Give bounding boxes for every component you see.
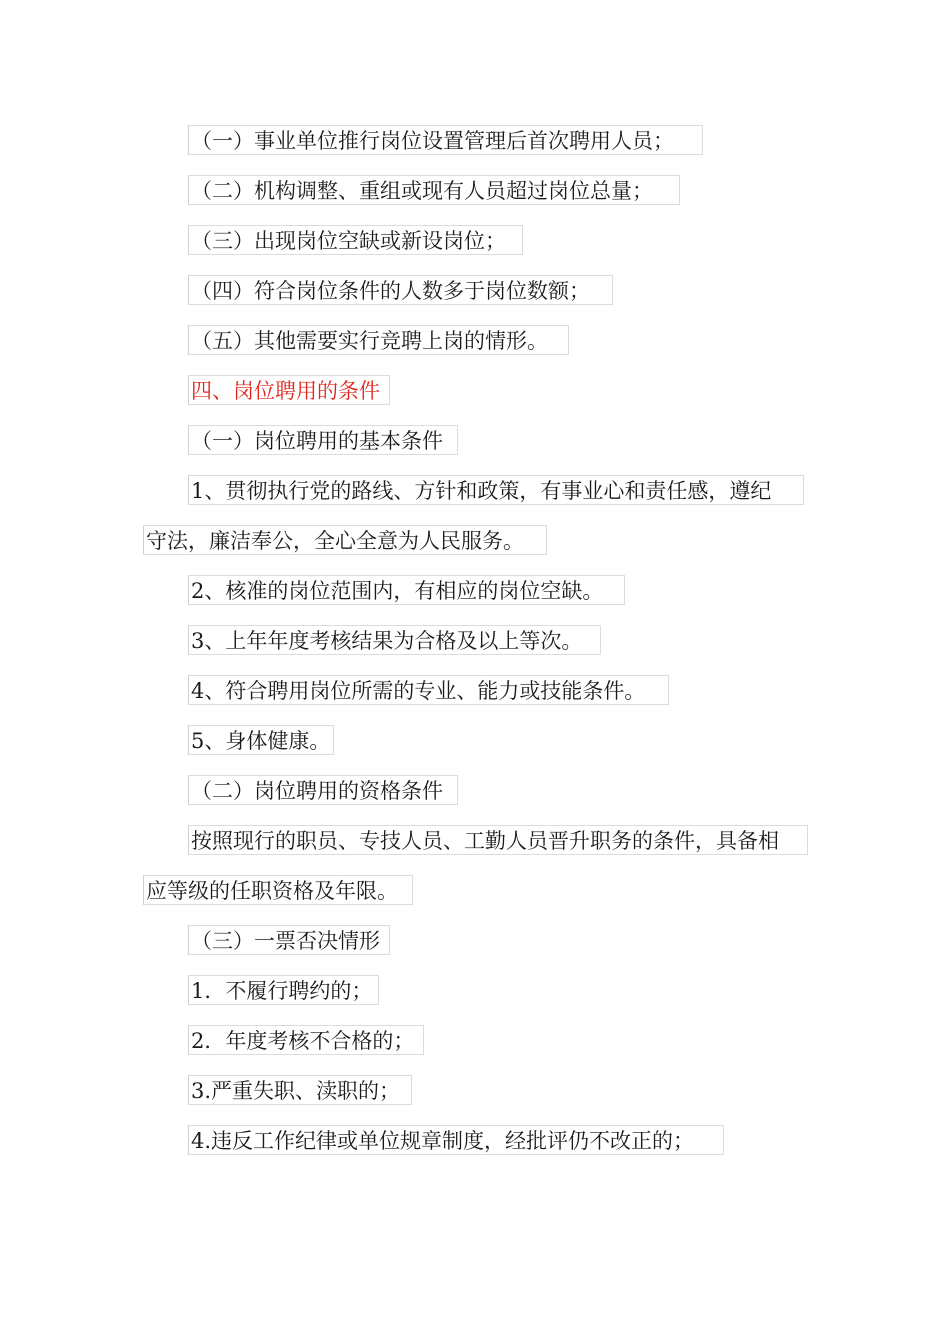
paragraph-6-line-2: 应等级的任职资格及年限。: [143, 875, 413, 905]
list-item-4: （四）符合岗位条件的人数多于岗位数额；: [188, 275, 613, 305]
veto-item-1: 1．不履行聘约的；: [188, 975, 379, 1005]
list-item-3: （三）出现岗位空缺或新设岗位；: [188, 225, 523, 255]
paragraph-1-line-2: 守法，廉洁奉公，全心全意为人民服务。: [143, 525, 547, 555]
subheading-basic-conditions: （一）岗位聘用的基本条件: [188, 425, 458, 455]
veto-item-4: 4.违反工作纪律或单位规章制度，经批评仍不改正的；: [188, 1125, 724, 1155]
list-item-1: （一）事业单位推行岗位设置管理后首次聘用人员；: [188, 125, 703, 155]
veto-item-3: 3.严重失职、渎职的；: [188, 1075, 412, 1105]
paragraph-4: 4、符合聘用岗位所需的专业、能力或技能条件。: [188, 675, 669, 705]
subheading-veto-cases: （三）一票否决情形: [188, 925, 390, 955]
paragraph-1-line-1: 1、贯彻执行党的路线、方针和政策，有事业心和责任感，遵纪: [188, 475, 804, 505]
subheading-qualification-conditions: （二）岗位聘用的资格条件: [188, 775, 458, 805]
paragraph-3: 3、上年年度考核结果为合格及以上等次。: [188, 625, 601, 655]
section-heading: 四、岗位聘用的条件: [188, 375, 390, 405]
list-item-2: （二）机构调整、重组或现有人员超过岗位总量；: [188, 175, 680, 205]
list-item-5: （五）其他需要实行竞聘上岗的情形。: [188, 325, 569, 355]
paragraph-6-line-1: 按照现行的职员、专技人员、工勤人员晋升职务的条件，具备相: [188, 825, 808, 855]
paragraph-2: 2、核准的岗位范围内，有相应的岗位空缺。: [188, 575, 625, 605]
paragraph-5: 5、身体健康。: [188, 725, 334, 755]
veto-item-2: 2．年度考核不合格的；: [188, 1025, 424, 1055]
